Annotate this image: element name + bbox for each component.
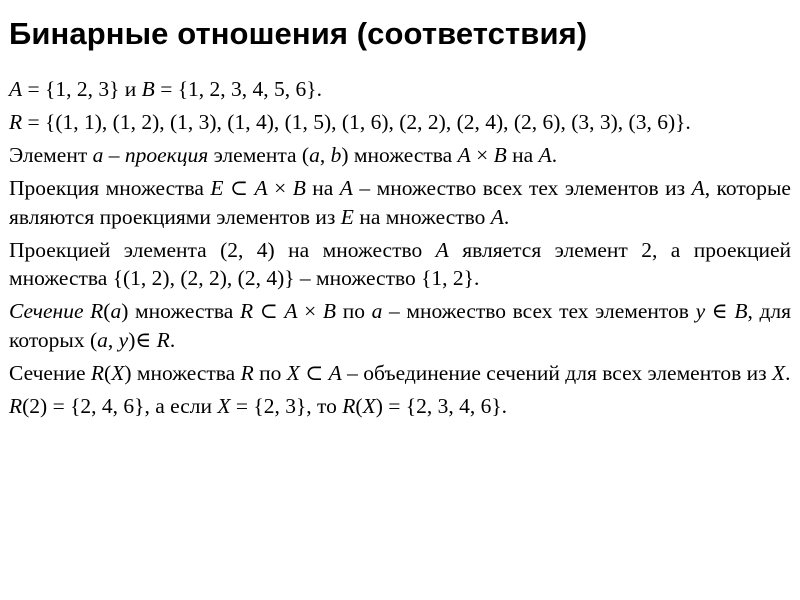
text-run: , которые являются проекциями элементов из	[9, 176, 791, 229]
text-run: ⊂	[253, 299, 285, 323]
var-e: E	[340, 204, 354, 229]
text-run: Элемент	[9, 143, 93, 167]
var-y: y	[695, 299, 706, 323]
var-x: X	[362, 393, 376, 418]
var-b: B	[292, 176, 306, 200]
paragraph-section-of-set	[9, 359, 791, 388]
text-run: ×	[267, 176, 293, 200]
text-run: ⊂	[299, 360, 329, 385]
text-run: по	[336, 299, 372, 323]
var-a: A	[435, 237, 449, 262]
paragraph-projection-example	[9, 236, 791, 293]
var-r: R	[90, 299, 104, 323]
var-r: R	[156, 327, 170, 352]
var-a: A	[457, 143, 471, 167]
text-run: = {(1, 1), (1, 2), (1, 3), (1, 4), (1, 5), (1, 6), (2, 2), (2, 4), (2, 6), (3, 3), (3, 6)}.	[22, 110, 691, 134]
text-run: ) множества	[341, 143, 458, 167]
text-run: , для которых (	[9, 299, 792, 352]
text-run: элемента (	[208, 143, 310, 167]
text-run: (	[104, 360, 112, 385]
text-run: = {1, 2, 3} и	[22, 77, 142, 101]
var-x: X	[111, 360, 125, 385]
text-run: = {2, 3}, то	[230, 393, 343, 418]
text-run: – множество всех тех элементов из	[352, 176, 692, 200]
var-a: A	[538, 143, 552, 167]
var-a: A	[284, 299, 298, 323]
paragraph-projection-element	[9, 141, 791, 170]
text-run: Сечение	[9, 360, 91, 385]
slide-title: Бинарные отношения (соответствия)	[9, 16, 588, 51]
var-a: A	[339, 176, 353, 200]
slide-content	[9, 75, 791, 425]
text-run: (	[103, 299, 111, 323]
text-run: на	[305, 176, 340, 200]
paragraph-sets-definition	[9, 75, 791, 104]
text-run: –	[103, 143, 125, 167]
term-section: Сечение	[9, 299, 84, 323]
text-run: = {1, 2, 3, 4, 5, 6}.	[154, 77, 322, 101]
var-a-lower: a	[97, 327, 108, 352]
text-run: ,	[107, 327, 119, 352]
var-a: A	[9, 77, 23, 101]
term-projection: проекция	[124, 143, 209, 167]
text-run: ∈	[705, 299, 735, 323]
var-b: B	[141, 77, 155, 101]
text-run: на	[506, 143, 539, 167]
var-b: B	[734, 299, 748, 323]
text-run: Проекцией элемента (2, 4) на множество	[9, 237, 436, 262]
var-a: A	[254, 176, 268, 200]
text-run: ,	[319, 143, 331, 167]
text-run: .	[169, 327, 176, 352]
var-x: X	[217, 393, 231, 418]
var-b: B	[322, 299, 337, 323]
text-run: (	[355, 393, 363, 418]
text-run: .	[503, 204, 510, 229]
var-x: X	[772, 360, 786, 385]
var-b: b	[330, 143, 342, 167]
text-run: ⊂	[223, 176, 255, 200]
text-run: является элемент 2, а проекцией множества {(1, 2), (2, 2), (2, 4)} – множество {1, 2}.	[9, 237, 792, 290]
var-a: a	[92, 143, 104, 167]
var-r: R	[9, 393, 23, 418]
var-r: R	[9, 110, 23, 134]
var-x: X	[286, 360, 300, 385]
text-run: .	[551, 143, 558, 167]
var-a: A	[691, 176, 705, 200]
var-r: R	[90, 360, 105, 385]
paragraph-section-definition	[9, 297, 791, 354]
var-r: R	[342, 393, 356, 418]
var-y: y	[118, 327, 129, 352]
var-b: B	[493, 143, 507, 167]
paragraph-projection-set	[9, 174, 791, 231]
text-run: ×	[470, 143, 494, 167]
text-run: )∈	[128, 327, 157, 352]
var-a: A	[490, 204, 504, 229]
text-run: Проекция множества	[9, 176, 211, 200]
text-run: ×	[297, 299, 323, 323]
paragraph-relation-r	[9, 108, 791, 137]
paragraph-section-example	[9, 392, 791, 421]
text-run: (2) = {2, 4, 6}, а если	[22, 393, 218, 418]
var-r: R	[239, 299, 254, 323]
text-run: ) множества	[124, 360, 241, 385]
var-a: A	[328, 360, 342, 385]
text-run: .	[785, 360, 791, 385]
var-e: E	[210, 176, 224, 200]
var-a: a	[309, 143, 320, 167]
text-run: – множество всех тех элементов	[382, 299, 696, 323]
var-r: R	[240, 360, 254, 385]
var-a-lower: a	[371, 299, 383, 323]
var-a-lower: a	[110, 299, 122, 323]
text-run: – объединение сечений для всех элементов из	[341, 360, 772, 385]
text-run: на множество	[353, 204, 491, 229]
text-run: ) = {2, 3, 4, 6}.	[375, 393, 508, 418]
text-run: по	[253, 360, 287, 385]
text-run: ) множества	[121, 299, 240, 323]
